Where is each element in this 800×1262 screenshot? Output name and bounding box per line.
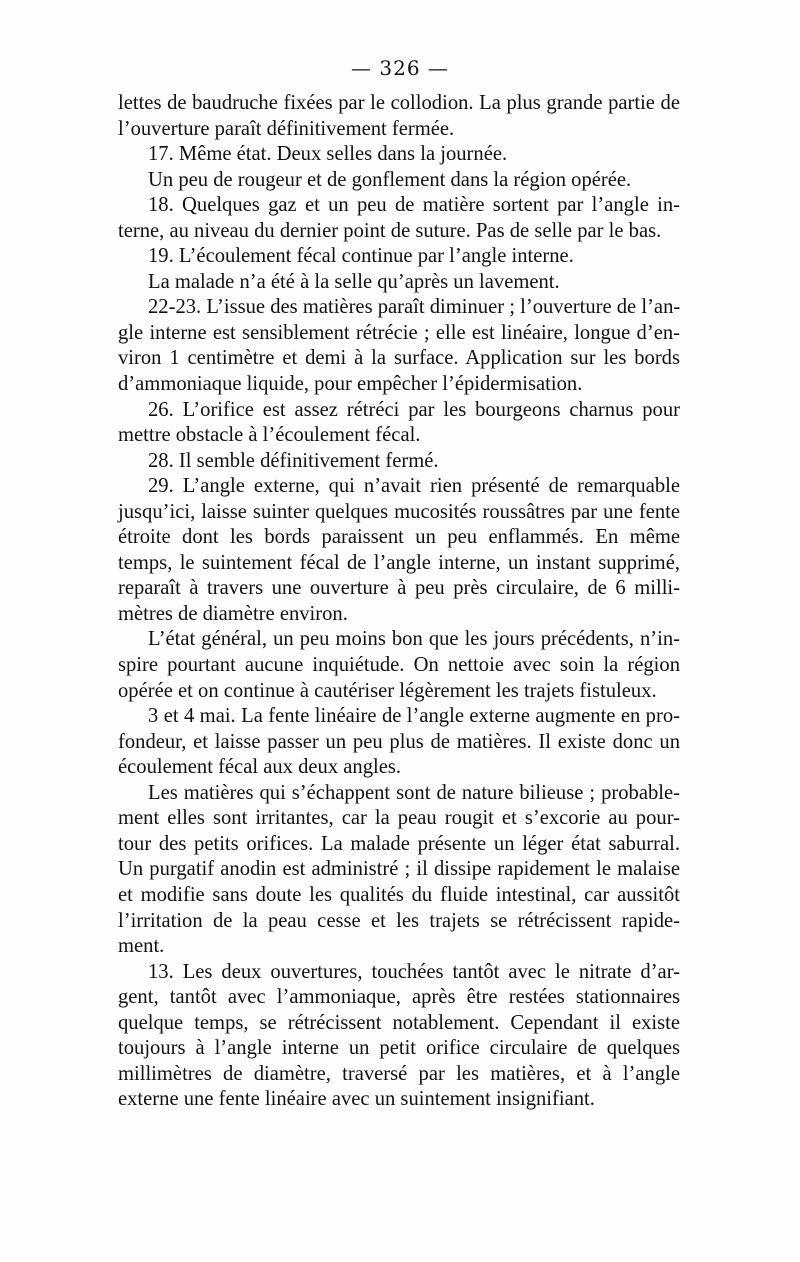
- body-text: [118, 91, 680, 1113]
- text-line: et modifie sans doute les qualités du fluide intestinal, car aussitôt: [118, 883, 680, 906]
- text-line: millimètres de diamètre, traversé par les matières, et à l’angle: [118, 1062, 680, 1085]
- text-line: gle interne est sensiblement rétrécie ; elle est linéaire, longue d’en-: [118, 321, 680, 344]
- text-line: jusqu’ici, laisse suinter quelques mucosités roussâtres par une fente: [118, 500, 680, 523]
- text-line: temps, le suintement fécal de l’angle interne, un instant supprimé,: [118, 551, 680, 574]
- text-line: 13. Les deux ouvertures, touchées tantôt avec le nitrate d’ar-: [148, 960, 680, 983]
- text-line: tour des petits orifices. La malade présente un léger état saburral.: [118, 832, 680, 855]
- text-line: lettes de baudruche fixées par le collodion. La plus grande partie de: [118, 92, 680, 114]
- text-line: gent, tantôt avec l’ammoniaque, après être restées stationnaires: [118, 986, 680, 1009]
- text-line: d’ammoniaque liquide, pour empêcher l’épidermisation.: [118, 373, 583, 396]
- text-line: toujours à l’angle interne un petit orifice circulaire de quelques: [118, 1037, 680, 1060]
- text-line: ment elles sont irritantes, car la peau rougit et s’excorie au pour-: [118, 807, 680, 830]
- text-line: étroite dont les bords paraissent un peu enflammés. En même: [118, 526, 680, 549]
- text-line: reparaît à travers une ouverture à peu près circulaire, de 6 milli-: [118, 577, 680, 600]
- text-line: l’ouverture paraît définitivement fermée.: [118, 117, 455, 140]
- text-line: 3 et 4 mai. La fente linéaire de l’angle externe augmente en pro-: [148, 705, 680, 728]
- text-line: l’irritation de la peau cesse et les trajets se rétrécissent rapide-: [118, 909, 680, 932]
- text-line: Un peu de rougeur et de gonflement dans la région opérée.: [148, 168, 632, 191]
- text-line: opérée et on continue à cautériser légèrement les trajets fistuleux.: [118, 679, 657, 702]
- text-line: 17. Même état. Deux selles dans la journée.: [148, 143, 508, 166]
- text-line: spire pourtant aucune inquiétude. On nettoie avec soin la région: [118, 654, 680, 677]
- text-line: L’état général, un peu moins bon que les jours précédents, n’in-: [148, 628, 680, 651]
- text-line: écoulement fécal aux deux angles.: [118, 756, 402, 779]
- text-line: viron 1 centimètre et demi à la surface. Application sur les bords: [118, 347, 680, 370]
- text-line: Un purgatif anodin est administré ; il dissipe rapidement le malaise: [118, 858, 680, 881]
- text-line: mettre obstacle à l’écoulement fécal.: [118, 424, 421, 447]
- page-number: — 326 —: [351, 56, 449, 80]
- text-line: 29. L’angle externe, qui n’avait rien présenté de remarquable: [148, 475, 680, 498]
- text-line: terne, au niveau du dernier point de suture. Pas de selle par le bas.: [118, 219, 662, 242]
- text-line: fondeur, et laisse passer un peu plus de matières. Il existe donc un: [118, 730, 680, 753]
- text-line: mètres de diamètre environ.: [118, 602, 348, 625]
- text-line: La malade n’a été à la selle qu’après un lavement.: [148, 270, 560, 293]
- text-line: 18. Quelques gaz et un peu de matière sortent par l’angle in-: [148, 194, 680, 217]
- text-line: Les matières qui s’échappent sont de nature bilieuse ; probable-: [148, 781, 680, 804]
- text-line: ment.: [118, 935, 165, 958]
- text-line: externe une fente linéaire avec un suintement insignifiant.: [118, 1088, 595, 1111]
- text-line: 26. L’orifice est assez rétréci par les bourgeons charnus pour: [148, 398, 680, 421]
- text-line: 19. L’écoulement fécal continue par l’angle interne.: [148, 245, 574, 268]
- text-line: 28. Il semble définitivement fermé.: [148, 449, 439, 472]
- text-line: 22-23. L’issue des matières paraît diminuer ; l’ouverture de l’an-: [148, 296, 681, 319]
- text-line: quelque temps, se rétrécissent notablement. Cependant il existe: [118, 1011, 680, 1034]
